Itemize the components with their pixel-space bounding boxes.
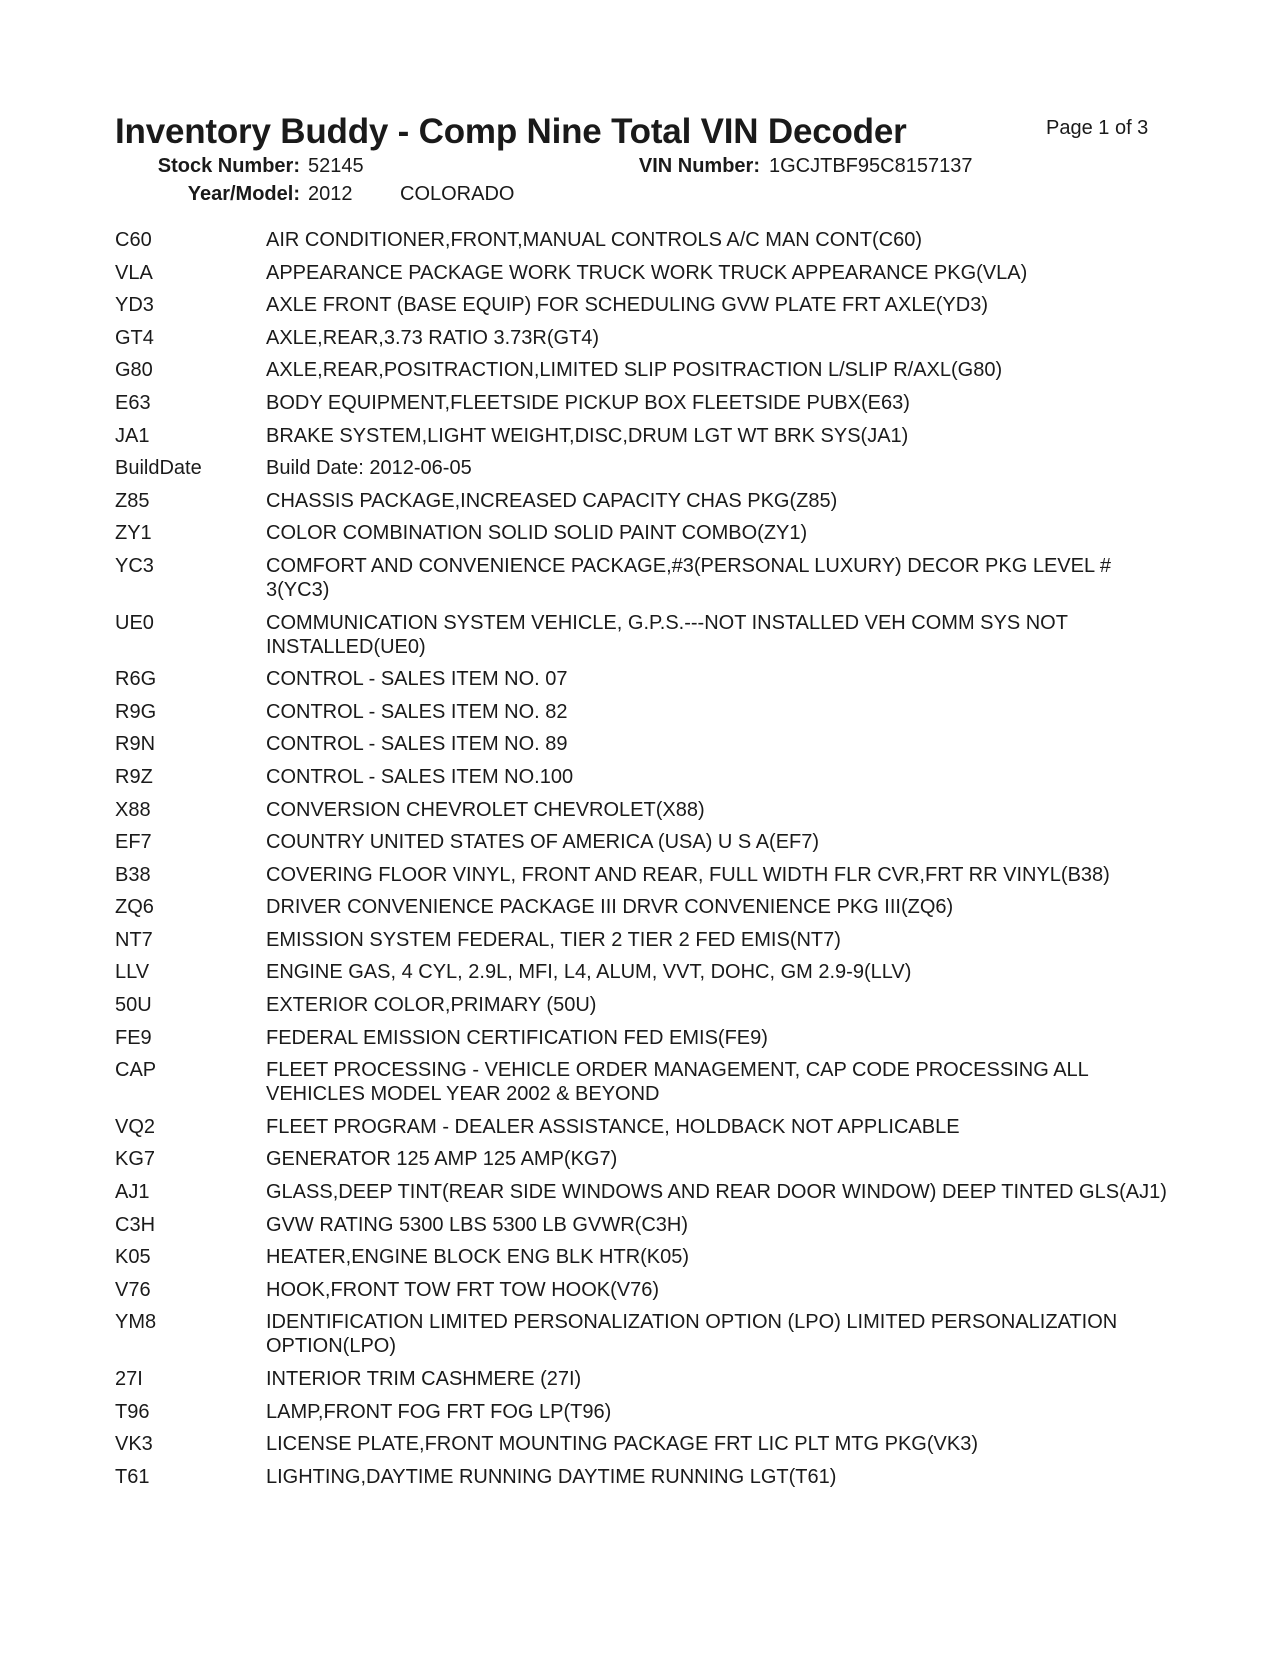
option-description: APPEARANCE PACKAGE WORK TRUCK WORK TRUCK APPEARANCE PKG(VLA) (266, 261, 1028, 284)
option-row (115, 1147, 1175, 1171)
option-code: JA1 (115, 424, 150, 447)
option-row (115, 1465, 1175, 1489)
option-description: DRIVER CONVENIENCE PACKAGE III DRVR CONVENIENCE PKG III(ZQ6) (266, 896, 954, 919)
option-row (115, 228, 1175, 252)
option-description: CHASSIS PACKAGE,INCREASED CAPACITY CHAS PKG(Z85) (266, 489, 838, 512)
option-code: GT4 (115, 326, 154, 349)
model-value: COLORADO (400, 183, 515, 205)
option-row (115, 326, 1175, 350)
option-code: C3H (115, 1213, 156, 1236)
option-code: R9Z (115, 765, 153, 788)
option-code: Z85 (115, 489, 150, 512)
option-description: IDENTIFICATION LIMITED PERSONALIZATION OPTION (LPO) LIMITED PERSONALIZATION OPTION(LPO) (266, 1311, 1118, 1358)
option-row (115, 700, 1175, 724)
option-code: G80 (115, 359, 153, 382)
option-code: UE0 (115, 611, 154, 634)
option-description: LIGHTING,DAYTIME RUNNING DAYTIME RUNNING LGT(T61) (266, 1465, 837, 1488)
option-description: AXLE,REAR,3.73 RATIO 3.73R(GT4) (266, 326, 600, 349)
option-row (115, 863, 1175, 887)
option-code: FE9 (115, 1026, 152, 1049)
option-description: FEDERAL EMISSION CERTIFICATION FED EMIS(FE9) (266, 1026, 768, 1049)
option-row (115, 1115, 1175, 1139)
option-code: EF7 (115, 831, 152, 854)
option-code: E63 (115, 391, 151, 414)
option-code: VK3 (115, 1433, 153, 1456)
option-description: AXLE FRONT (BASE EQUIP) FOR SCHEDULING GVW PLATE FRT AXLE(YD3) (266, 294, 989, 317)
option-code: AJ1 (115, 1181, 150, 1204)
option-description: FLEET PROGRAM - DEALER ASSISTANCE, HOLDBACK NOT APPLICABLE (266, 1115, 960, 1138)
option-code: VLA (115, 261, 153, 284)
option-row (115, 1310, 1175, 1358)
option-code: T96 (115, 1400, 150, 1423)
option-code: B38 (115, 863, 151, 886)
option-description: LICENSE PLATE,FRONT MOUNTING PACKAGE FRT LIC PLT MTG PKG(VK3) (266, 1433, 978, 1456)
option-row (115, 667, 1175, 691)
option-description: AXLE,REAR,POSITRACTION,LIMITED SLIP POSITRACTION L/SLIP R/AXL(G80) (266, 359, 1003, 382)
option-row (115, 391, 1175, 415)
option-code: 50U (115, 994, 152, 1017)
option-code: T61 (115, 1465, 150, 1488)
option-row (115, 456, 1175, 480)
stock-number-label: Stock Number: (157, 155, 300, 177)
option-row (115, 489, 1175, 513)
option-code: ZY1 (115, 522, 152, 545)
option-description: INTERIOR TRIM CASHMERE (27I) (266, 1368, 582, 1390)
option-row (115, 798, 1175, 822)
option-row (115, 1432, 1175, 1456)
option-code: YM8 (115, 1311, 157, 1334)
option-row (115, 765, 1175, 789)
option-description: GVW RATING 5300 LBS 5300 LB GVWR(C3H) (266, 1213, 688, 1236)
option-description: ENGINE GAS, 4 CYL, 2.9L, MFI, L4, ALUM, VVT, DOHC, GM 2.9-9(LLV) (266, 961, 912, 984)
option-row (115, 1278, 1175, 1302)
option-description: CONVERSION CHEVROLET CHEVROLET(X88) (266, 798, 705, 821)
option-code: K05 (115, 1246, 151, 1269)
year-value: 2012 (308, 183, 353, 205)
option-codes-list (115, 228, 1175, 1497)
option-description: GENERATOR 125 AMP 125 AMP(KG7) (266, 1148, 618, 1171)
option-row (115, 521, 1175, 545)
option-row (115, 261, 1175, 285)
option-row (115, 358, 1175, 382)
option-code: X88 (115, 798, 151, 821)
option-row (115, 732, 1175, 756)
option-description: COMFORT AND CONVENIENCE PACKAGE,#3(PERSONAL LUXURY) DECOR PKG LEVEL # 3(YC3) (266, 554, 1112, 601)
option-code: VQ2 (115, 1115, 156, 1138)
option-row (115, 1400, 1175, 1424)
option-row (115, 424, 1175, 448)
option-description: BRAKE SYSTEM,LIGHT WEIGHT,DISC,DRUM LGT WT BRK SYS(JA1) (266, 424, 909, 447)
option-description: EMISSION SYSTEM FEDERAL, TIER 2 TIER 2 FED EMIS(NT7) (266, 928, 841, 951)
option-code: C60 (115, 229, 152, 251)
option-description: AIR CONDITIONER,FRONT,MANUAL CONTROLS A/C MAN CONT(C60) (266, 229, 922, 251)
option-row (115, 895, 1175, 919)
option-description: HOOK,FRONT TOW FRT TOW HOOK(V76) (266, 1278, 660, 1301)
option-description: COUNTRY UNITED STATES OF AMERICA (USA) U S A(EF7) (266, 831, 820, 854)
vin-number-value: 1GCJTBF95C8157137 (769, 155, 973, 177)
option-description: CONTROL - SALES ITEM NO. 89 (266, 733, 568, 756)
vin-number-label: VIN Number: (638, 155, 760, 177)
option-row (115, 611, 1175, 659)
option-description: COLOR COMBINATION SOLID SOLID PAINT COMBO(ZY1) (266, 522, 808, 545)
document-title: Inventory Buddy - Comp Nine Total VIN Decoder (115, 112, 907, 151)
option-description: Build Date: 2012-06-05 (266, 457, 472, 480)
stock-number-value: 52145 (308, 155, 364, 177)
page-number: Page 1 of 3 (1046, 117, 1149, 139)
option-row (115, 1213, 1175, 1237)
option-description: EXTERIOR COLOR,PRIMARY (50U) (266, 994, 597, 1017)
option-code: YD3 (115, 294, 154, 317)
option-code: BuildDate (115, 457, 202, 480)
option-description: BODY EQUIPMENT,FLEETSIDE PICKUP BOX FLEETSIDE PUBX(E63) (266, 391, 910, 414)
option-row (115, 1180, 1175, 1204)
option-row (115, 830, 1175, 854)
option-code: KG7 (115, 1148, 156, 1171)
option-code: 27I (115, 1368, 143, 1390)
option-code: V76 (115, 1278, 151, 1301)
option-row (115, 1058, 1175, 1106)
option-row (115, 293, 1175, 317)
option-code: NT7 (115, 928, 153, 951)
option-description: COMMUNICATION SYSTEM VEHICLE, G.P.S.---NOT INSTALLED VEH COMM SYS NOT INSTALLED(UE0) (266, 611, 1068, 658)
option-description: FLEET PROCESSING - VEHICLE ORDER MANAGEMENT, CAP CODE PROCESSING ALL VEHICLES MODEL YEAR 2002 & BEYOND (266, 1059, 1089, 1106)
option-code: LLV (115, 961, 150, 984)
option-description: CONTROL - SALES ITEM NO. 82 (266, 700, 568, 723)
option-description: CONTROL - SALES ITEM NO.100 (266, 765, 574, 788)
option-description: GLASS,DEEP TINT(REAR SIDE WINDOWS AND REAR DOOR WINDOW) DEEP TINTED GLS(AJ1) (266, 1181, 1167, 1204)
option-row (115, 993, 1175, 1017)
option-code: R9N (115, 733, 156, 756)
option-row (115, 1245, 1175, 1269)
option-row (115, 928, 1175, 952)
option-description: LAMP,FRONT FOG FRT FOG LP(T96) (266, 1400, 612, 1423)
option-description: COVERING FLOOR VINYL, FRONT AND REAR, FULL WIDTH FLR CVR,FRT RR VINYL(B38) (266, 863, 1110, 886)
option-row (115, 1367, 1175, 1391)
option-row (115, 554, 1175, 602)
option-code: R9G (115, 700, 157, 723)
year-model-label: Year/Model: (187, 183, 300, 205)
option-code: CAP (115, 1059, 157, 1082)
option-description: HEATER,ENGINE BLOCK ENG BLK HTR(K05) (266, 1246, 690, 1269)
option-row (115, 1026, 1175, 1050)
option-code: ZQ6 (115, 896, 154, 919)
option-description: CONTROL - SALES ITEM NO. 07 (266, 668, 568, 691)
option-code: R6G (115, 668, 157, 691)
option-row (115, 960, 1175, 984)
option-code: YC3 (115, 554, 154, 577)
